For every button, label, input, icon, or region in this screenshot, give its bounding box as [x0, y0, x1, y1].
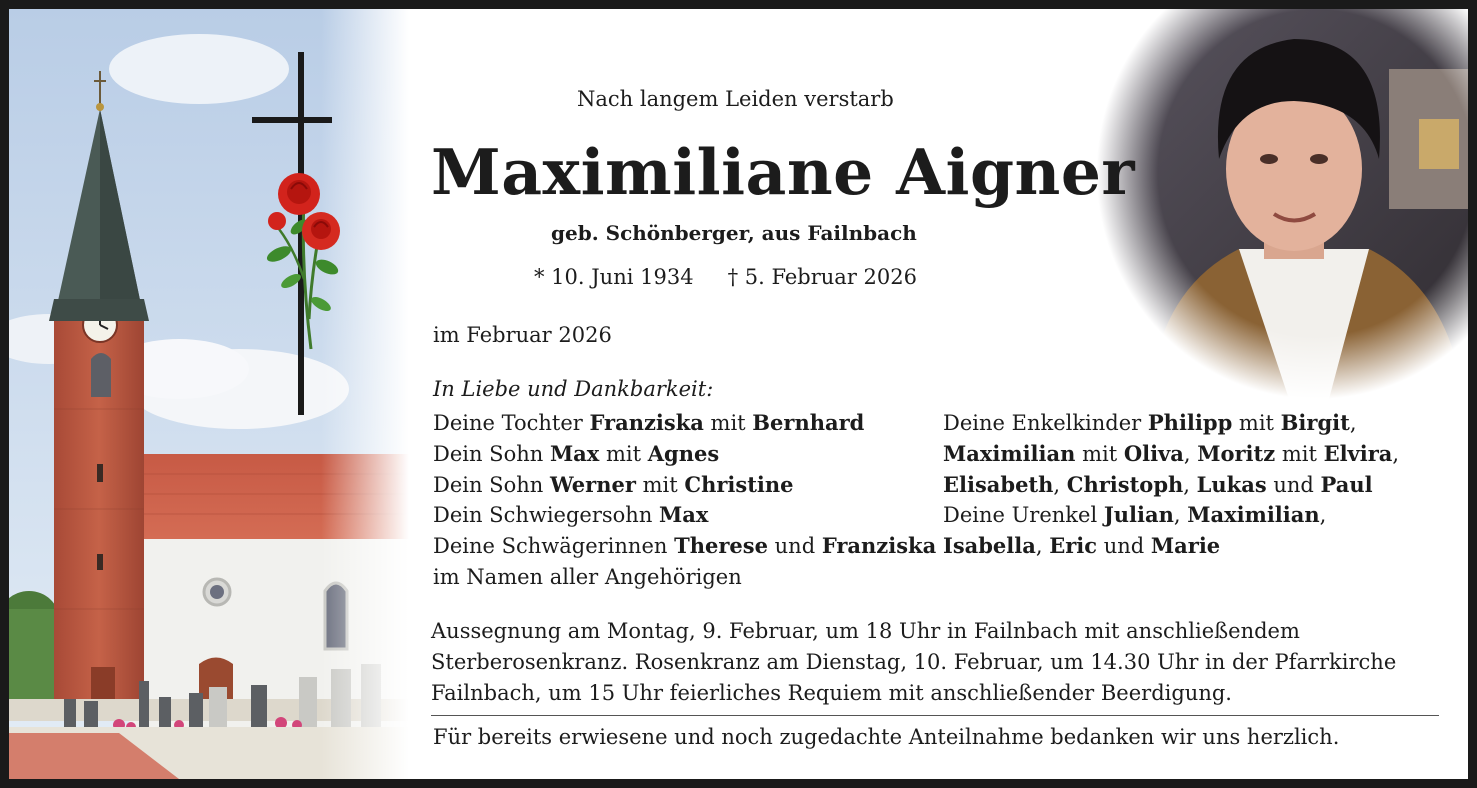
closing-thanks: Für bereits erwiesene und noch zugedachte Anteilnahme bedanken wir uns herzlich. — [433, 725, 1340, 749]
mourner-name: Isabella — [943, 533, 1036, 559]
mourner-name: Paul — [1320, 471, 1373, 497]
cross-icon — [249, 49, 359, 433]
mourner-name: Bernhard — [752, 410, 865, 435]
mourner-name: Birgit — [1280, 410, 1350, 435]
mourner-line — [433, 500, 936, 531]
mourner-name: Christine — [684, 471, 794, 497]
mourner-name: Marie — [1150, 533, 1221, 559]
mourner-name: Franziska — [589, 410, 704, 435]
intro-text: Nach langem Leiden verstarb — [577, 87, 894, 111]
mourner-text: , — [1392, 441, 1400, 466]
mourner-line — [433, 531, 936, 562]
mourner-text: mit — [1275, 441, 1324, 466]
mourners-left-column — [433, 408, 936, 593]
mourner-line — [943, 470, 1399, 501]
mourner-line — [433, 562, 936, 593]
mourner-text: Deine Enkelkinder — [943, 411, 1148, 435]
mourner-name: Maximilian — [1187, 502, 1320, 528]
mourner-text: , — [1319, 503, 1327, 528]
mourner-name: Franziska — [821, 533, 937, 559]
death-date: † 5. Februar 2026 — [727, 265, 917, 289]
deceased-name: Maximiliane Aigner — [431, 135, 1136, 209]
mourner-text: und — [767, 534, 822, 559]
mourner-text: im Namen aller Angehörigen — [433, 564, 742, 589]
mourner-text: und — [1097, 534, 1151, 559]
mourner-text: und — [1266, 472, 1321, 497]
mourner-text: Deine Urenkel — [943, 503, 1104, 528]
mourner-text: mit — [599, 441, 648, 466]
mourner-text: Dein Schwiegersohn — [433, 503, 660, 528]
birth-date: * 10. Juni 1934 — [534, 265, 694, 289]
mourner-text: Deine Schwägerinnen — [433, 534, 675, 559]
mourner-text: , — [1173, 503, 1188, 528]
mourner-name: Oliva — [1123, 440, 1184, 466]
mourner-text: , — [1035, 534, 1050, 559]
service-details: Aussegnung am Montag, 9. Februar, um 18 Uhr in Failnbach mit anschließendem Sterberosenkranz. Rosenkranz am Dienstag, 10. Februar, um 14.30 Uhr in der Pfarrkirche Failnbach, um 15 Uhr feierliches Requiem mit anschließender Beerdigung. — [431, 619, 1397, 705]
mourner-text: , — [1183, 472, 1197, 497]
mourner-name: Max — [659, 502, 709, 528]
mourner-text: , — [1053, 472, 1067, 497]
mourner-text: mit — [635, 472, 685, 497]
mourner-name: Elvira — [1323, 440, 1393, 466]
mourner-line — [943, 500, 1399, 531]
mourner-name: Agnes — [647, 440, 720, 466]
life-dates — [534, 265, 951, 289]
mourner-text: Dein Sohn — [433, 472, 550, 497]
mourner-text: Deine Tochter — [433, 411, 590, 435]
thanks-heading: In Liebe und Dankbarkeit: — [433, 377, 714, 401]
mourner-name: Philipp — [1147, 410, 1233, 435]
mourner-line — [433, 470, 936, 501]
mourner-name: Werner — [549, 471, 636, 497]
mourner-name: Maximilian — [943, 440, 1076, 466]
mourner-line — [433, 408, 936, 439]
mourners-right-column — [943, 408, 1399, 562]
mourner-text: mit — [1075, 441, 1124, 466]
portrait-photo — [1089, 9, 1468, 399]
mourner-text: mit — [1232, 411, 1281, 435]
maiden-name-origin: geb. Schönberger, aus Failnbach — [551, 221, 917, 245]
mourner-text: , — [1349, 411, 1357, 435]
mourner-line — [943, 439, 1399, 470]
mourner-text: , — [1183, 441, 1198, 466]
mourner-name: Max — [549, 440, 600, 466]
mourner-line — [943, 408, 1399, 439]
mourner-name: Eric — [1049, 533, 1098, 559]
mourner-name: Elisabeth — [943, 471, 1054, 497]
notice-date: im Februar 2026 — [433, 323, 612, 347]
mourner-name: Lukas — [1196, 471, 1267, 497]
mourner-name: Julian — [1103, 502, 1174, 528]
mourner-text: mit — [703, 411, 753, 435]
divider — [431, 715, 1439, 716]
mourner-name: Moritz — [1197, 440, 1276, 466]
mourner-name: Christoph — [1066, 471, 1184, 497]
mourner-text: Dein Sohn — [433, 441, 550, 466]
mourner-line — [433, 439, 936, 470]
mourner-line — [943, 531, 1399, 562]
mourner-name: Therese — [674, 533, 768, 559]
